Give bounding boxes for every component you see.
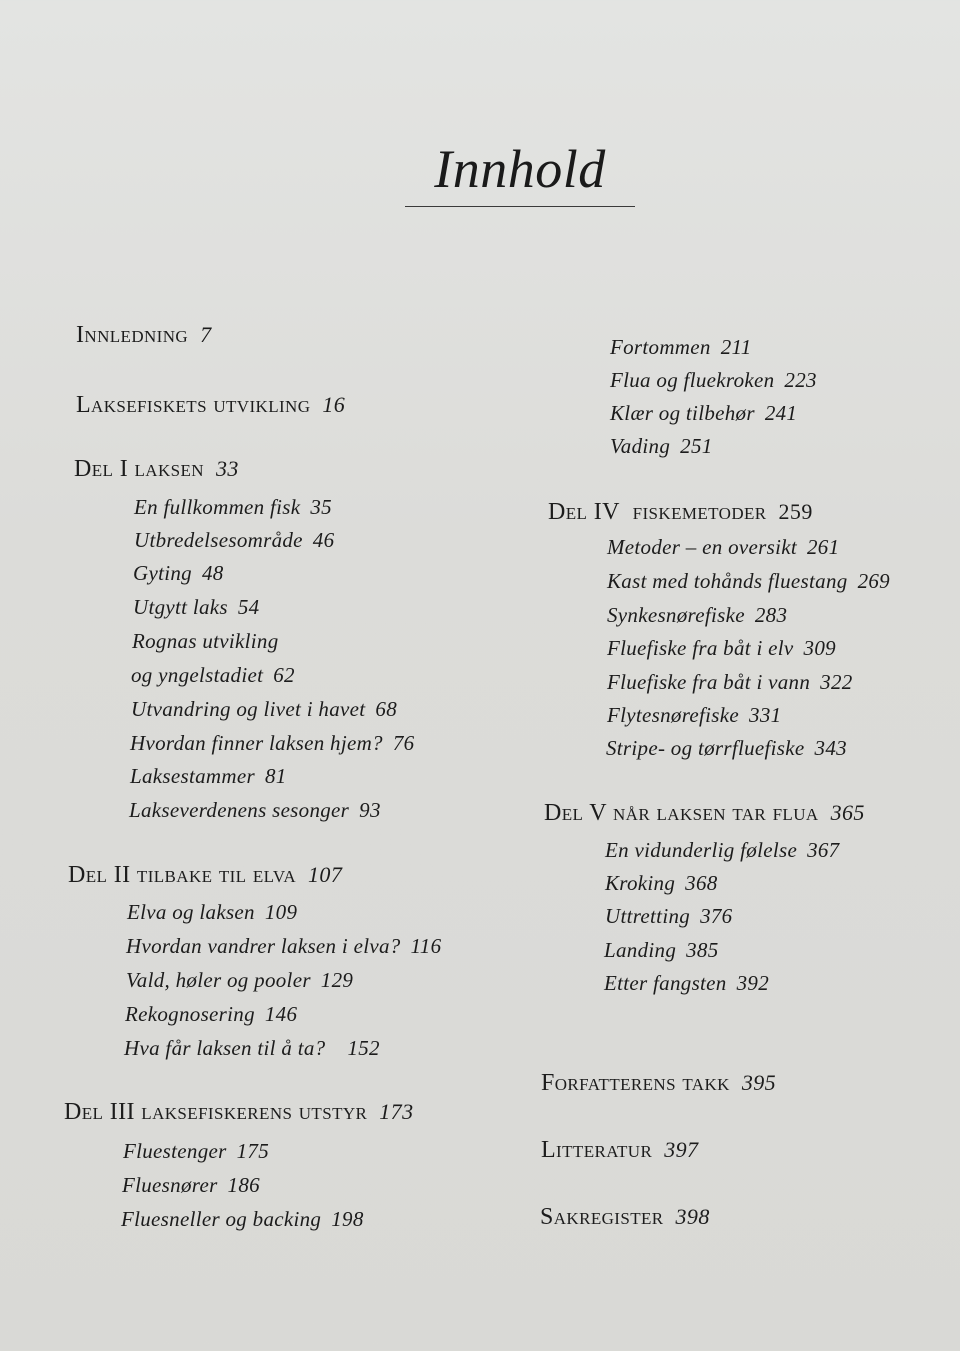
toc-subentry: Synkesnørefiske 283: [607, 603, 788, 627]
toc-subentry: Klær og tilbehør 241: [610, 401, 798, 425]
toc-subentry: Lakseverdenens sesonger 93: [129, 798, 381, 822]
toc-subentry: Rognas utvikling: [132, 629, 279, 653]
toc-part-2: Del II tilbake til elva 107: [68, 862, 343, 888]
toc-part-4: Del IV fiskemetoder 259: [548, 499, 813, 525]
toc-subentry: Kroking 368: [605, 871, 718, 895]
toc-subentry: Vald, høler og pooler 129: [126, 968, 354, 992]
toc-subentry: Gyting 48: [133, 561, 224, 585]
toc-entry-forfatterens-takk: Forfatterens takk 395: [541, 1070, 777, 1096]
toc-subentry: Fluefiske fra båt i vann 322: [607, 670, 853, 694]
page-title: Innhold: [434, 139, 606, 199]
toc-part-1: Del I laksen 33: [74, 456, 239, 482]
toc-subentry: Utvandring og livet i havet 68: [131, 697, 397, 721]
toc-subentry: og yngelstadiet 62: [131, 663, 295, 687]
toc-subentry: Fluestenger 175: [123, 1139, 270, 1163]
toc-subentry: Etter fangsten 392: [604, 971, 770, 995]
toc-entry-innledning: Innledning 7: [76, 322, 212, 348]
toc-subentry: Rekognosering 146: [125, 1002, 298, 1026]
toc-subentry: Fluesnører 186: [122, 1173, 260, 1197]
toc-subentry: Stripe- og tørrfluefiske 343: [606, 736, 847, 760]
toc-entry-sakregister: Sakregister 398: [540, 1204, 710, 1230]
toc-subentry: Utbredelsesområde 46: [134, 528, 335, 552]
toc-subentry: Fluefiske fra båt i elv 309: [607, 636, 836, 660]
toc-subentry: Hvordan finner laksen hjem? 76: [130, 731, 415, 755]
toc-entry-litteratur: Litteratur 397: [541, 1137, 699, 1163]
toc-subentry: Hva får laksen til å ta? 152: [124, 1036, 380, 1060]
toc-subentry: Laksestammer 81: [130, 764, 287, 788]
toc-entry-laksefiskets-utvikling: Laksefiskets utvikling 16: [76, 392, 346, 418]
toc-part-5: Del V når laksen tar flua 365: [544, 800, 865, 826]
toc-subentry: Fortommen 211: [610, 335, 752, 359]
toc-subentry: Utgytt laks 54: [133, 595, 260, 619]
toc-subentry: En fullkommen fisk 35: [134, 495, 332, 519]
toc-subentry: Hvordan vandrer laksen i elva? 116: [126, 934, 442, 958]
toc-subentry: Flytesnørefiske 331: [607, 703, 782, 727]
toc-subentry: En vidunderlig følelse 367: [605, 838, 840, 862]
toc-subentry: Flua og fluekroken 223: [610, 368, 817, 392]
toc-part-3: Del III laksefiskerens utstyr 173: [64, 1099, 414, 1125]
title-rule: [405, 206, 635, 207]
toc-subentry: Vading 251: [610, 434, 713, 458]
toc-subentry: Landing 385: [604, 938, 719, 962]
toc-subentry: Uttretting 376: [605, 904, 733, 928]
toc-subentry: Fluesneller og backing 198: [121, 1207, 364, 1231]
toc-subentry: Elva og laksen 109: [127, 900, 298, 924]
toc-subentry: Kast med tohånds fluestang 269: [607, 569, 890, 593]
toc-subentry: Metoder – en oversikt 261: [607, 535, 840, 559]
